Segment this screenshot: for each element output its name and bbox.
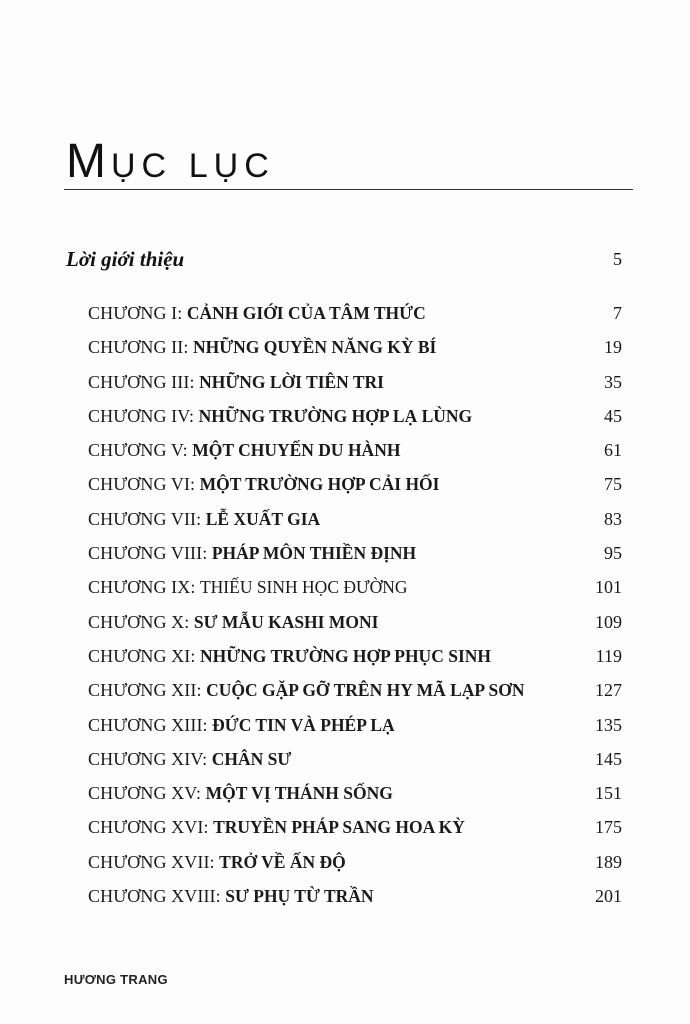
page-title (66, 134, 275, 189)
chapter-label: CHƯƠNG IV: (88, 405, 195, 426)
chapter-title: SƯ MẪU KASHI MONI (193, 611, 379, 632)
chapter-title: NHỮNG TRƯỜNG HỢP PHỤC SINH (199, 645, 492, 666)
chapter-title: MỘT VỊ THÁNH SỐNG (205, 783, 393, 804)
chapter-title: MỘT CHUYẾN DU HÀNH (192, 440, 401, 461)
toc-entry[interactable] (88, 643, 622, 677)
chapter-page-number: 201 (595, 886, 622, 907)
chapter-title: TRỞ VỀ ẤN ĐỘ (219, 851, 346, 872)
title-first-letter: M (66, 135, 111, 188)
toc-entry[interactable] (88, 540, 622, 574)
chapter-page-number: 7 (613, 303, 622, 323)
chapter-page-number: 45 (604, 405, 622, 426)
chapter-label: CHƯƠNG V: (88, 440, 188, 461)
chapter-label: CHƯƠNG XVIII: (88, 886, 221, 907)
chapter-page-number: 151 (595, 783, 622, 804)
toc-entry[interactable] (88, 609, 622, 643)
chapter-page-number: 101 (595, 577, 622, 598)
chapter-title: ĐỨC TIN VÀ PHÉP LẠ (212, 714, 395, 735)
chapter-label: CHƯƠNG XVI: (88, 817, 209, 838)
chapter-label: CHƯƠNG XII: (88, 680, 202, 701)
chapter-label: CHƯƠNG XV: (88, 783, 202, 804)
intro-page-number: 5 (613, 249, 622, 269)
chapter-title: CẢNH GIỚI CỦA TÂM THỨC (186, 303, 426, 323)
chapter-label: CHƯƠNG X: (88, 611, 190, 632)
toc-entry[interactable] (88, 471, 622, 505)
toc-entry[interactable] (88, 574, 622, 608)
toc-entry[interactable] (88, 814, 622, 848)
chapter-page-number: 35 (604, 371, 622, 392)
chapter-title: SƯ PHỤ TỪ TRẦN (225, 886, 374, 907)
chapter-page-number: 135 (595, 714, 622, 735)
chapter-title: CHÂN SƯ (211, 748, 292, 769)
table-of-contents (88, 300, 622, 917)
chapter-title: LỄ XUẤT GIA (205, 508, 321, 529)
chapter-title: NHỮNG TRƯỜNG HỢP LẠ LÙNG (198, 405, 473, 426)
chapter-page-number: 189 (595, 851, 622, 872)
intro-title: Lời giới thiệu (66, 247, 185, 271)
toc-entry[interactable] (88, 437, 622, 471)
toc-entry[interactable] (88, 677, 622, 711)
title-divider (64, 189, 633, 190)
intro-entry[interactable] (66, 247, 622, 272)
chapter-label: CHƯƠNG II: (88, 337, 189, 358)
toc-entry[interactable] (88, 369, 622, 403)
chapter-page-number: 175 (595, 817, 622, 838)
chapter-title: CUỘC GẶP GỠ TRÊN HY MÃ LẠP SƠN (206, 680, 525, 701)
chapter-page-number: 61 (604, 440, 622, 461)
toc-entry[interactable] (88, 883, 622, 917)
chapter-page-number: 145 (595, 748, 622, 769)
title-word-1-rest: ỤC (110, 147, 173, 185)
chapter-label: CHƯƠNG III: (88, 371, 195, 392)
chapter-label: CHƯƠNG VI: (88, 474, 196, 495)
chapter-title: PHÁP MÔN THIỀN ĐỊNH (211, 543, 417, 564)
chapter-title: TRUYỀN PHÁP SANG HOA KỲ (213, 817, 465, 838)
chapter-label: CHƯƠNG XIII: (88, 714, 208, 735)
chapter-label: CHƯƠNG XVII: (88, 851, 215, 872)
publisher-footer: HƯƠNG TRANG (64, 972, 168, 987)
toc-entry[interactable] (88, 300, 622, 334)
chapter-label: CHƯƠNG XIV: (88, 748, 208, 769)
chapter-label: CHƯƠNG I: (88, 303, 183, 323)
chapter-page-number: 127 (595, 680, 622, 701)
chapter-label: CHƯƠNG IX: (88, 577, 196, 598)
toc-entry[interactable] (88, 780, 622, 814)
chapter-title: MỘT TRƯỜNG HỢP CẢI HỐI (199, 474, 440, 495)
chapter-label: CHƯƠNG VIII: (88, 543, 208, 564)
toc-entry[interactable] (88, 746, 622, 780)
chapter-title: THIẾU SINH HỌC ĐƯỜNG (199, 577, 408, 598)
toc-entry[interactable] (88, 334, 622, 368)
chapter-page-number: 75 (604, 474, 622, 495)
chapter-page-number: 83 (604, 508, 622, 529)
toc-entry[interactable] (88, 506, 622, 540)
toc-entry[interactable] (88, 849, 622, 883)
chapter-page-number: 119 (595, 645, 622, 666)
chapter-page-number: 109 (595, 611, 622, 632)
chapter-title: NHỮNG LỜI TIÊN TRI (199, 371, 384, 392)
toc-entry[interactable] (88, 403, 622, 437)
title-word-2: LỤC (188, 147, 275, 185)
chapter-page-number: 19 (604, 337, 622, 358)
chapter-label: CHƯƠNG VII: (88, 508, 202, 529)
chapter-page-number: 95 (604, 543, 622, 564)
toc-entry[interactable] (88, 712, 622, 746)
chapter-title: NHỮNG QUYỀN NĂNG KỲ BÍ (192, 337, 437, 358)
chapter-label: CHƯƠNG XI: (88, 645, 196, 666)
